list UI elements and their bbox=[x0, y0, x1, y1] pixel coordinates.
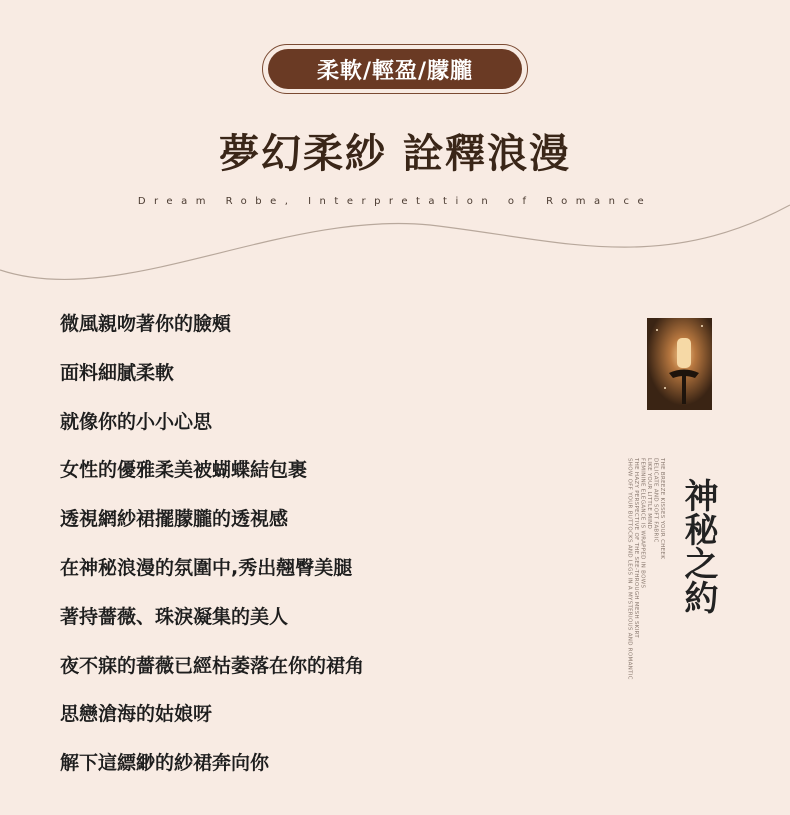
caption-line: FEMININE ELEGANCE IS WRAPPED IN BOWS bbox=[639, 458, 646, 589]
tag-badge bbox=[262, 44, 528, 94]
caption-line: THE BREEZE KISSES YOUR CHEEK bbox=[659, 458, 665, 560]
caption-line: LIKE YOUR LITTLE MIND bbox=[646, 458, 652, 530]
caption-line: SHOW OFF YOUR BUTTOCKS AND LEGS IN A MYSTERIOUS AND ROMANTIC bbox=[626, 458, 633, 680]
poem-line: 在神秘浪漫的氛圍中,秀出翹臀美腿 bbox=[60, 556, 353, 579]
poem-list bbox=[60, 310, 364, 798]
candle-image bbox=[647, 318, 712, 410]
decorative-curve bbox=[0, 200, 790, 290]
caption-line: THE HAZY PERSPECTIVE OF THE SEE-THROUGH MESH SKIRT bbox=[633, 458, 639, 638]
poem-line: 微風親吻著你的臉頰 bbox=[60, 313, 232, 335]
poem-line: 夜不寐的薔薇已經枯萎落在你的裙角 bbox=[60, 654, 365, 677]
tag-badge-label: 柔軟/輕盈/朦朧 bbox=[268, 49, 522, 89]
side-title: 神秘之約 bbox=[678, 478, 718, 614]
poem-line: 著持薔薇、珠淚凝集的美人 bbox=[60, 605, 289, 628]
english-caption bbox=[626, 458, 665, 688]
poem-line: 面料細膩柔軟 bbox=[60, 361, 175, 384]
poem-line: 就像你的小小心思 bbox=[60, 410, 213, 433]
poem-line: 解下這縹緲的紗裙奔向你 bbox=[60, 752, 270, 775]
poem-line: 思戀滄海的姑娘呀 bbox=[60, 703, 213, 726]
caption-line: DELICATE AND SOFT FABRIC bbox=[652, 458, 659, 543]
page-title: 夢幻柔紗 詮釋浪漫 bbox=[219, 130, 571, 177]
page-subtitle: Dream Robe, Interpretation of Romance bbox=[137, 196, 653, 207]
poem-line: 透視網紗裙擺朦朧的透視感 bbox=[60, 508, 289, 531]
poem-line: 女性的優雅柔美被蝴蝶結包裹 bbox=[60, 459, 308, 482]
